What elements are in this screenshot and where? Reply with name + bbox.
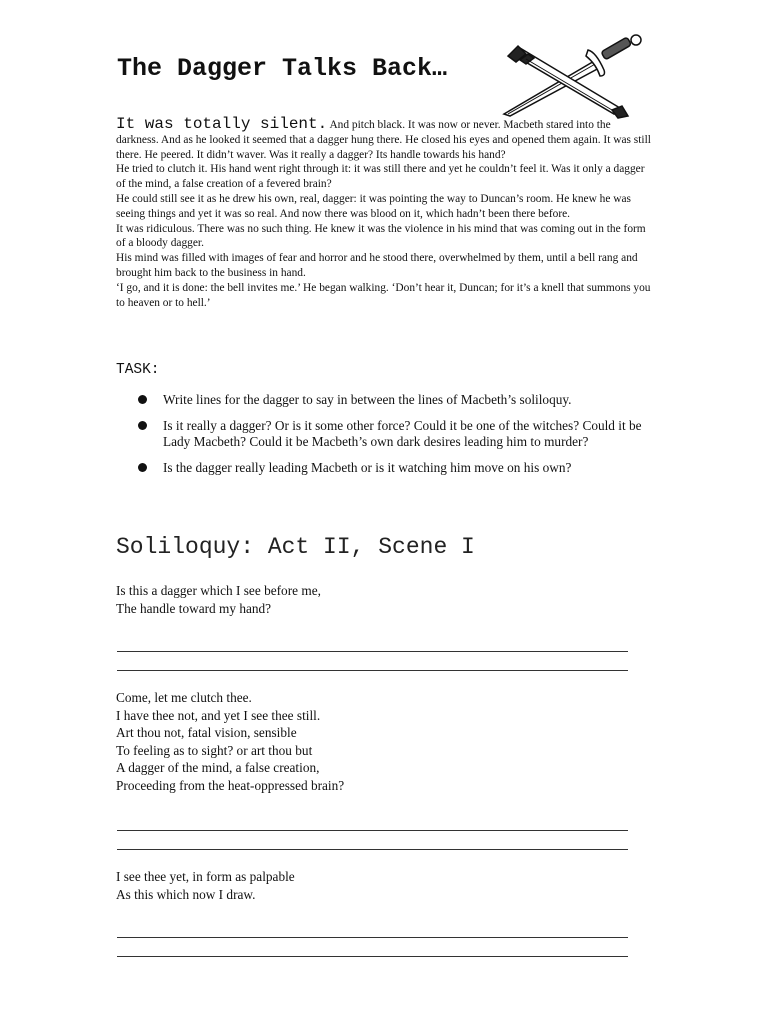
verse-block <box>116 689 636 795</box>
answer-line[interactable] <box>117 956 628 957</box>
bullet-icon <box>138 395 147 404</box>
task-label: TASK: <box>116 362 160 378</box>
task-item <box>136 460 656 477</box>
story-paragraph: ‘I go, and it is done: the bell invites me.’ He began walking. ‘Don’t hear it, Duncan; for it’s a knell that summons you to heaven or to hell.’ <box>116 281 651 309</box>
story-opening: It was totally silent. <box>116 115 328 133</box>
task-item <box>136 392 656 409</box>
soliloquy-title: Soliloquy: Act II, Scene I <box>116 534 475 560</box>
story-paragraph: He tried to clutch it. His hand went right through it: it was still there and yet he couldn’t feel it. Was it only a dagger of the mind, a false creation of a fevered brain? <box>116 163 645 191</box>
story-paragraph: It was ridiculous. There was no such thing. He knew it was the violence in his mind that was coming out in the form of a bloody dagger. <box>116 222 646 250</box>
answer-line[interactable] <box>117 830 628 831</box>
task-item <box>136 418 656 451</box>
verse-line: Art thou not, fatal vision, sensible <box>116 725 297 741</box>
story-paragraph-text: And pitch black. It was now or never. Macbeth stared into the darkness. And as he looked it seemed that a dagger hung there. He closed his eyes and opened them again. It was still there. He peered. It didn’t waver. Was it really a dagger? Its handle towards his hand? <box>116 119 651 161</box>
verse-line: As this which now I draw. <box>116 886 256 902</box>
answer-line[interactable] <box>117 849 628 850</box>
verse-line: The handle toward my hand? <box>116 600 272 616</box>
verse-line: To feeling as to sight? or art thou but <box>116 742 313 758</box>
verse-line: Is this a dagger which I see before me, <box>116 583 321 598</box>
page-title: The Dagger Talks Back… <box>117 54 448 83</box>
verse-line: Come, let me clutch thee. <box>116 690 252 705</box>
story-paragraph <box>116 117 651 162</box>
verse-block <box>116 868 636 903</box>
task-item-text: Write lines for the dagger to say in between the lines of Macbeth’s soliloquy. <box>163 392 572 407</box>
verse-line: I see thee yet, in form as palpable <box>116 869 295 884</box>
bullet-icon <box>138 463 147 472</box>
answer-line[interactable] <box>117 937 628 938</box>
answer-line[interactable] <box>117 670 628 671</box>
story-paragraph: He could still see it as he drew his own, real, dagger: it was pointing the way to Duncan’s room. He knew he was seeing things and yet it was so real. And now there was blood on it, which hadn’t been there before. <box>116 192 631 220</box>
bullet-icon <box>138 421 147 430</box>
verse-block <box>116 582 636 617</box>
story-text <box>116 117 651 310</box>
task-item-text: Is the dagger really leading Macbeth or is it watching him move on his own? <box>163 459 572 475</box>
crossed-daggers-icon <box>500 30 650 120</box>
verse-line: Proceeding from the heat-oppressed brain? <box>116 777 345 793</box>
story-paragraph: His mind was filled with images of fear and horror and he stood there, overwhelmed by them, until a bell rang and brought him back to the business in hand. <box>116 252 638 279</box>
verse-line: I have thee not, and yet I see thee still. <box>116 707 321 723</box>
verse-line: A dagger of the mind, a false creation, <box>116 760 320 776</box>
task-list <box>136 392 656 485</box>
answer-line[interactable] <box>117 651 628 652</box>
task-item-text: Is it really a dagger? Or is it some other force? Could it be one of the witches? Could it be Lady Macbeth? Could it be Macbeth’s own dark desires leading him to murder? <box>163 417 642 449</box>
